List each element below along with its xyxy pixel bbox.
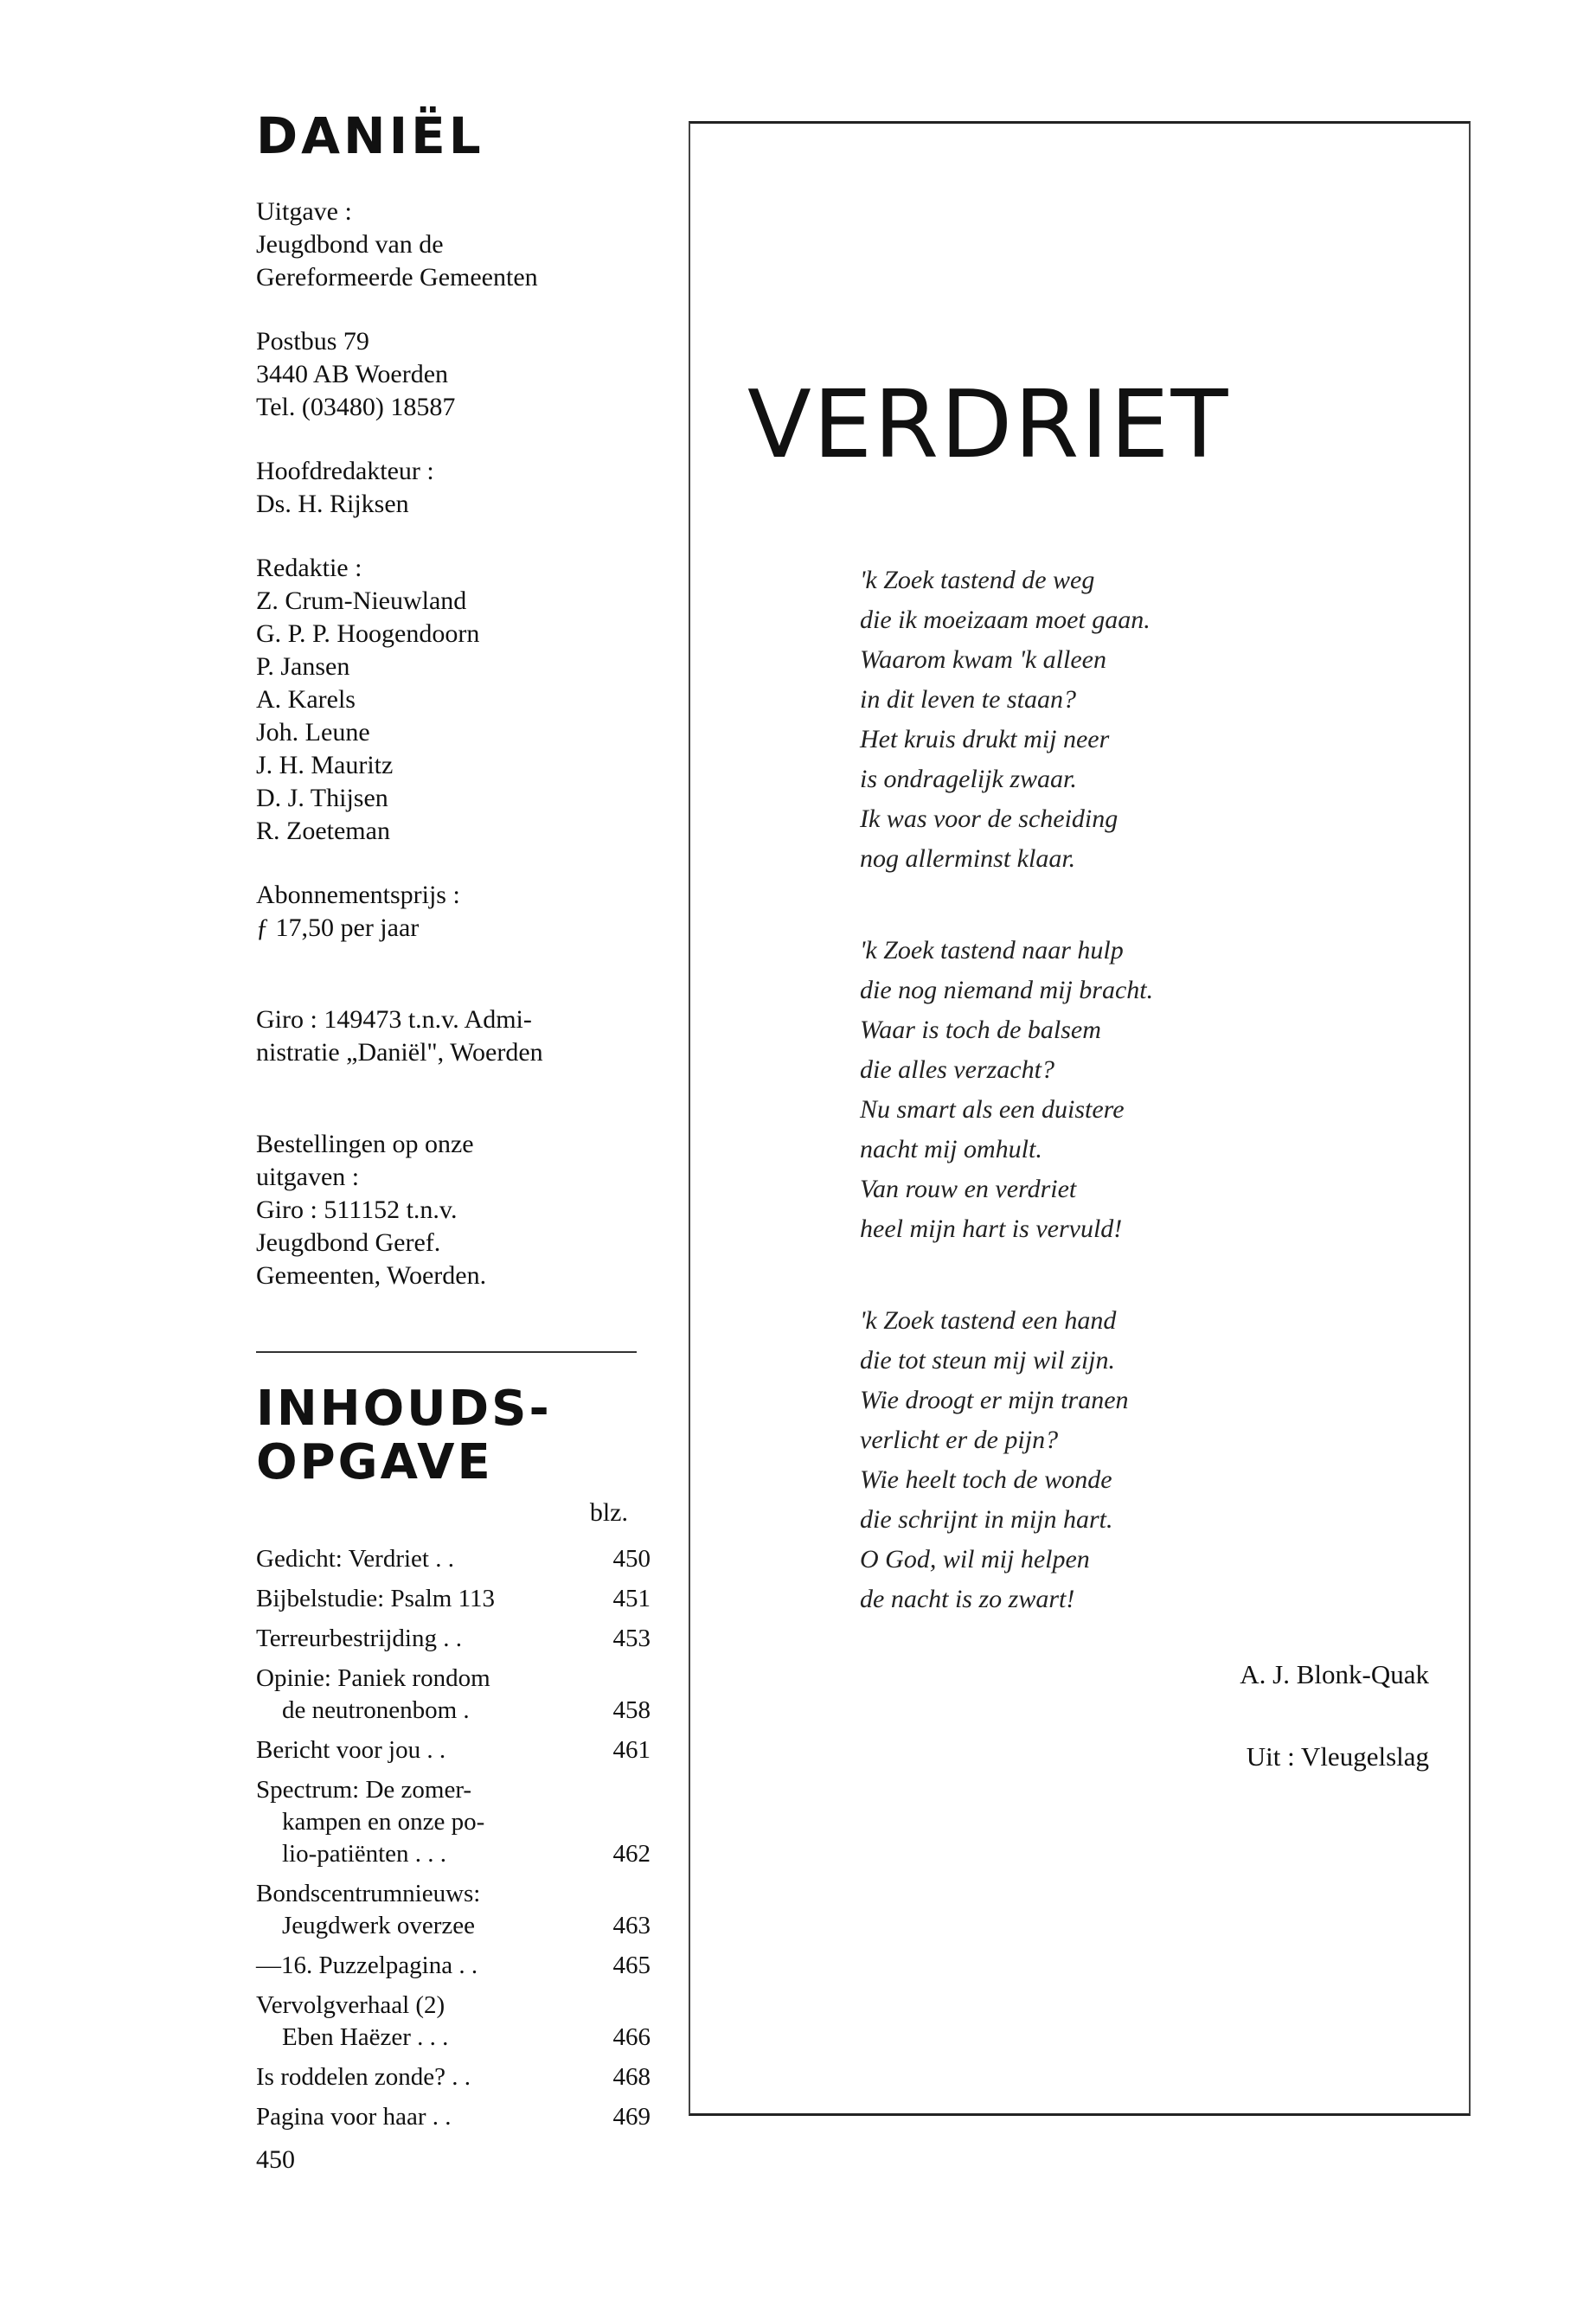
colophon-line: Uitgave : (256, 197, 352, 226)
toc-title-line: OPGAVE (256, 1434, 493, 1490)
page-number: 450 (256, 2145, 295, 2174)
toc-entry-title (256, 1583, 495, 1615)
toc-entry-title (256, 1734, 445, 1766)
poem-stanza (860, 561, 1413, 879)
toc-entry (256, 1623, 651, 1655)
colophon-block (256, 325, 663, 424)
colophon-block (256, 1128, 663, 1292)
colophon-line: nistratie „Daniël", Woerden (256, 1038, 543, 1067)
toc-entry-page: 468 (612, 2063, 651, 2091)
toc-entry-page: 465 (612, 1952, 651, 1979)
toc-entry-line: —16. Puzzelpagina . . (256, 1952, 478, 1979)
colophon-line: Abonnementsprijs : (256, 881, 460, 909)
toc-entry (256, 2061, 651, 2093)
toc-entry-page: 462 (612, 1840, 651, 1868)
colophon-line: Hoofdredakteur : (256, 457, 434, 485)
poem-line: Waar is toch de balsem (860, 1016, 1101, 1044)
toc-entry-line: de neutronenbom . (282, 1696, 470, 1724)
colophon-block (256, 879, 663, 945)
colophon-line: Postbus 79 (256, 327, 369, 356)
poem-line: Het kruis drukt mij neer (860, 725, 1110, 753)
poem-line: die ik moeizaam moet gaan. (860, 606, 1151, 634)
poem-line: 'k Zoek tastend een hand (860, 1306, 1117, 1335)
toc-entry-line: kampen en onze po- (282, 1808, 485, 1836)
colophon-line: ƒ 17,50 per jaar (256, 913, 420, 942)
poem-title: VERDRIET (747, 371, 1230, 479)
poem-line: Ik was voor de scheiding (860, 804, 1118, 833)
toc-entry (256, 1583, 651, 1615)
poem-line: nog allerminst klaar. (860, 844, 1076, 873)
poem-author: A. J. Blonk-Quak (1240, 1659, 1429, 1689)
poem-source: Uit : Vleugelslag (1246, 1741, 1429, 1772)
colophon-column (256, 106, 663, 2141)
colophon-line: J. H. Mauritz (256, 751, 394, 779)
toc-title-line: INHOUDS- (256, 1381, 552, 1437)
poem-line: Nu smart als een duistere (860, 1095, 1125, 1124)
toc-entry-title (256, 1950, 478, 1982)
toc-entry (256, 2101, 651, 2133)
colophon-line: R. Zoeteman (256, 817, 390, 845)
toc-entry (256, 1774, 651, 1870)
toc-entry-title (256, 2101, 452, 2133)
poem-line: Wie heelt toch de wonde (860, 1465, 1112, 1494)
poem-line: de nacht is zo zwart! (860, 1585, 1075, 1613)
toc-entry-line: Jeugdwerk overzee (282, 1912, 476, 1939)
colophon-line: D. J. Thijsen (256, 784, 388, 812)
toc-entry-title (256, 1774, 484, 1870)
colophon-line: Z. Crum-Nieuwland (256, 586, 467, 615)
colophon-line: Redaktie : (256, 554, 362, 582)
toc-entry-line: Bijbelstudie: Psalm 113 (256, 1585, 496, 1612)
colophon-block (256, 1003, 663, 1069)
colophon-line: Gereformeerde Gemeenten (256, 263, 538, 292)
toc-entry-page: 458 (612, 1696, 651, 1724)
toc-entry-line: Spectrum: De zomer- (256, 1776, 472, 1804)
toc-entry-line: Gedicht: Verdriet . . (256, 1545, 454, 1573)
poem-line: die alles verzacht? (860, 1055, 1054, 1084)
toc-entry-line: Vervolgverhaal (2) (256, 1991, 445, 2019)
poem-line: O God, wil mij helpen (860, 1545, 1090, 1574)
toc-entry-line: Terreurbestrijding . . (256, 1625, 462, 1652)
colophon-line: Jeugdbond Geref. (256, 1228, 441, 1257)
toc-entry-title (256, 1663, 490, 1727)
colophon (256, 195, 663, 1292)
toc-entry-line: Is roddelen zonde? . . (256, 2063, 471, 2091)
poem-line: Wie droogt er mijn tranen (860, 1386, 1129, 1414)
toc-entry-line: Pagina voor haar . . (256, 2103, 452, 2131)
poem-line: 'k Zoek tastend de weg (860, 566, 1095, 594)
toc-entry (256, 1990, 651, 2054)
poem-stanza (860, 931, 1413, 1249)
toc-entry-page: 450 (612, 1545, 651, 1573)
toc-entry-page: 463 (612, 1912, 651, 1939)
poem-line: is ondragelijk zwaar. (860, 765, 1077, 793)
poem-line: heel mijn hart is vervuld! (860, 1215, 1123, 1243)
toc-entry (256, 1878, 651, 1942)
toc-entry (256, 1734, 651, 1766)
toc-entry-line: lio-patiënten . . . (282, 1840, 447, 1868)
colophon-line: Tel. (03480) 18587 (256, 393, 456, 421)
poem-line: die tot steun mij wil zijn. (860, 1346, 1116, 1375)
toc-entry (256, 1663, 651, 1727)
colophon-line: Giro : 511152 t.n.v. (256, 1195, 458, 1224)
poem-line: die nog niemand mij bracht. (860, 976, 1154, 1004)
toc-entry-line: Bericht voor jou . . (256, 1736, 446, 1764)
poem-line: Waarom kwam 'k alleen (860, 645, 1106, 674)
divider (256, 1351, 637, 1353)
toc-entry-page: 466 (612, 2023, 651, 2051)
colophon-line: P. Jansen (256, 652, 350, 681)
poem-box (689, 121, 1471, 2116)
toc-entry-line: Eben Haëzer . . . (282, 2023, 449, 2051)
colophon-line: 3440 AB Woerden (256, 360, 449, 388)
toc-entry (256, 1543, 651, 1575)
toc-entry-title (256, 2061, 471, 2093)
poem-line: die schrijnt in mijn hart. (860, 1505, 1113, 1534)
poem-stanza (860, 1301, 1413, 1619)
toc-entry-line: Bondscentrumnieuws: (256, 1880, 481, 1907)
toc-entry-title (256, 1543, 454, 1575)
toc-entry-title (256, 1623, 462, 1655)
colophon-block (256, 195, 663, 294)
toc-page-header: blz. (589, 1498, 628, 1527)
toc-entry (256, 1950, 651, 1982)
poem-line: verlicht er de pijn? (860, 1426, 1059, 1454)
toc-entry-line: Opinie: Paniek rondom (256, 1664, 490, 1692)
poem-line: nacht mij omhult. (860, 1135, 1042, 1163)
colophon-line: Giro : 149473 t.n.v. Admi- (256, 1005, 532, 1034)
colophon-line: Joh. Leune (256, 718, 370, 747)
toc-entry-page: 453 (612, 1625, 651, 1652)
toc-entry-title (256, 1990, 448, 2054)
colophon-line: Bestellingen op onze (256, 1130, 474, 1158)
colophon-block (256, 455, 663, 521)
colophon-line: A. Karels (256, 685, 356, 714)
toc-entry-title (256, 1878, 480, 1942)
colophon-line: uitgaven : (256, 1163, 360, 1191)
toc-entry-page: 469 (612, 2103, 651, 2131)
colophon-line: Gemeenten, Woerden. (256, 1261, 487, 1290)
colophon-line: Jeugdbond van de (256, 230, 444, 259)
poem-body (860, 561, 1413, 1671)
poem-line: 'k Zoek tastend naar hulp (860, 936, 1124, 965)
colophon-line: Ds. H. Rijksen (256, 490, 409, 518)
toc-title (256, 1382, 663, 1490)
toc-entry-page: 451 (612, 1585, 651, 1612)
poem-line: in dit leven te staan? (860, 685, 1076, 714)
table-of-contents (256, 1543, 651, 2133)
toc-entry-page: 461 (612, 1736, 651, 1764)
masthead-title: DANIËL (256, 106, 484, 165)
poem-line: Van rouw en verdriet (860, 1175, 1077, 1203)
colophon-line: G. P. P. Hoogendoorn (256, 619, 480, 648)
colophon-block (256, 552, 663, 848)
